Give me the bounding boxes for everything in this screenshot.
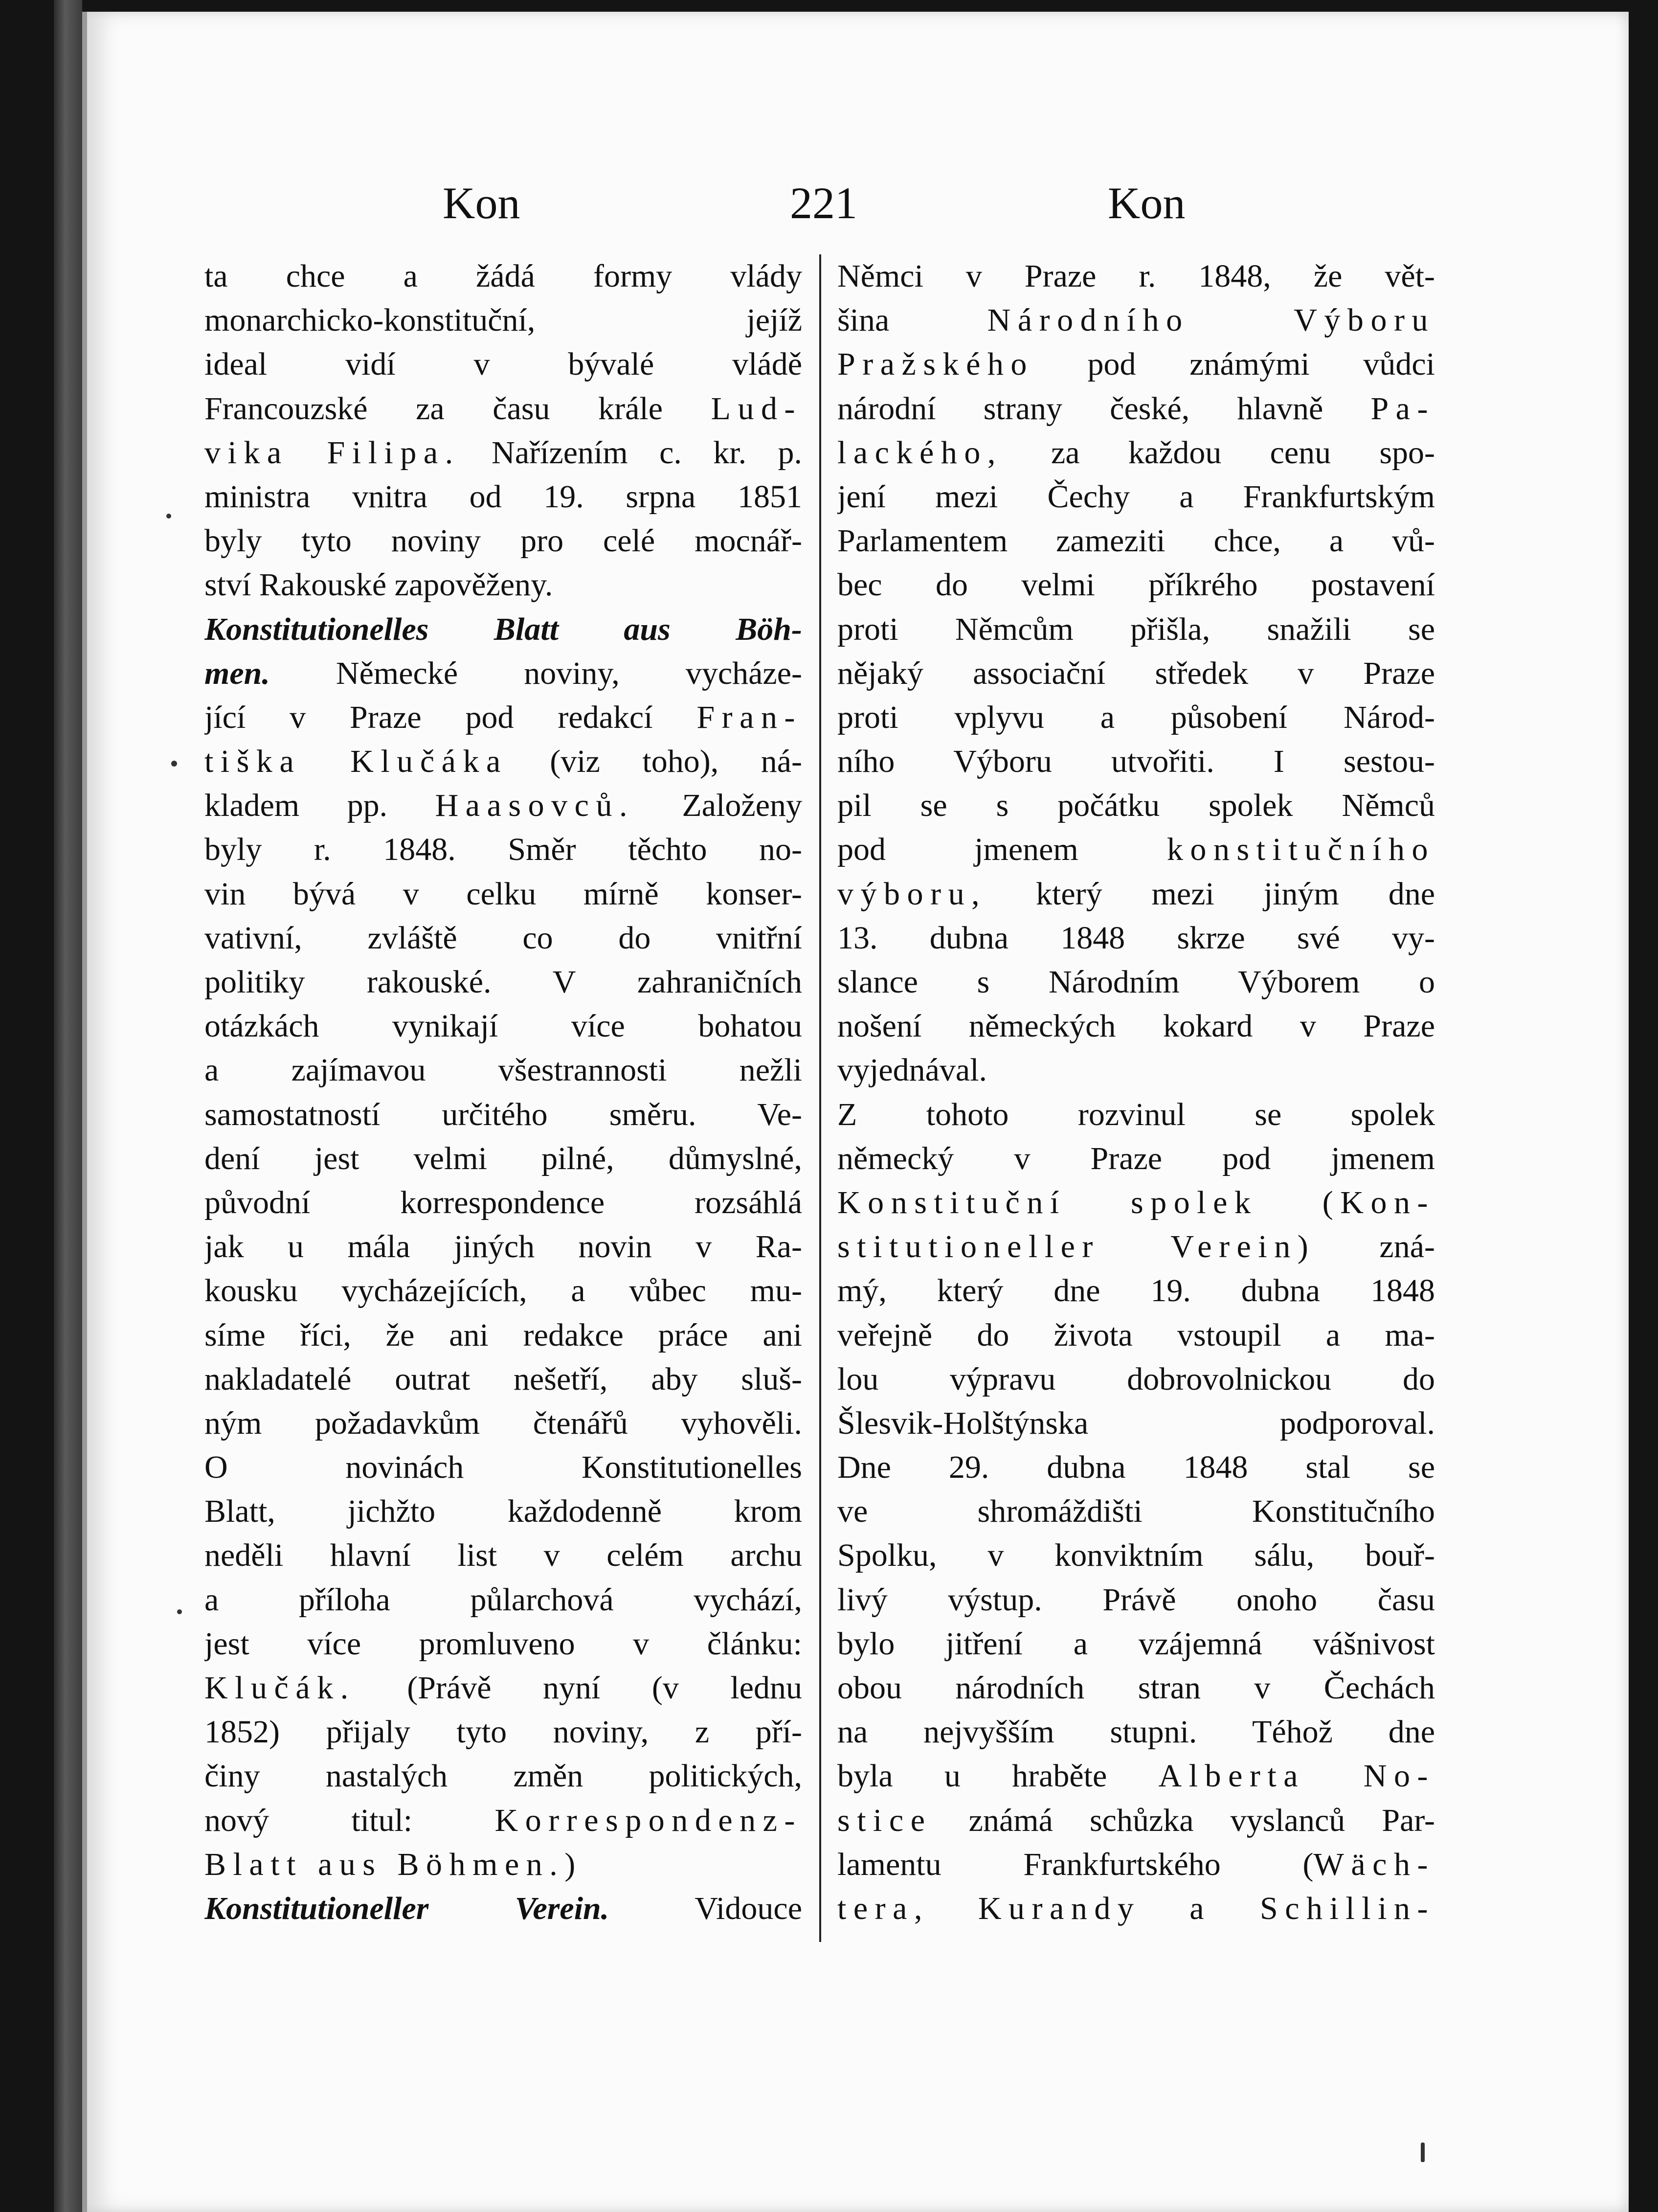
text-segment: Nařízením c. kr. p. bbox=[460, 434, 802, 471]
text-line bbox=[204, 1357, 802, 1401]
text-line bbox=[837, 1754, 1435, 1798]
text-line bbox=[837, 1357, 1435, 1401]
text-line bbox=[204, 387, 802, 431]
text-segment: Pa- bbox=[1370, 390, 1435, 427]
text-segment: bylo jitření a vzájemná vášnivost bbox=[837, 1625, 1435, 1662]
text-segment: kousku vycházejících, a vůbec mu- bbox=[204, 1273, 802, 1309]
text-segment: Wäch- bbox=[1313, 1846, 1435, 1882]
text-line bbox=[204, 1887, 802, 1931]
text-segment: veřejně do života vstoupil a ma- bbox=[837, 1317, 1435, 1353]
text-line bbox=[204, 608, 802, 652]
text-line bbox=[204, 1225, 802, 1269]
text-line bbox=[204, 1578, 802, 1622]
text-segment: lamentu Frankfurtského ( bbox=[837, 1846, 1314, 1882]
text-segment: za každou cenu spo- bbox=[1002, 434, 1435, 471]
text-segment: samostatností určitého směru. Ve- bbox=[204, 1096, 802, 1132]
text-line bbox=[204, 1313, 802, 1357]
text-segment: nějaký associační středek v Praze bbox=[837, 655, 1435, 691]
text-line bbox=[837, 1048, 1435, 1092]
text-segment: monarchicko-konstituční, jejíž bbox=[204, 302, 802, 339]
text-segment: vyjednával. bbox=[837, 1052, 987, 1088]
text-line bbox=[204, 1401, 802, 1445]
text-segment: 1852) přijaly tyto noviny, z pří- bbox=[204, 1714, 802, 1750]
text-line bbox=[204, 1093, 802, 1137]
text-line bbox=[837, 1578, 1435, 1622]
text-line bbox=[837, 916, 1435, 960]
text-segment: neděli hlavní list v celém archu bbox=[204, 1537, 802, 1574]
text-segment: proti vplyvu a působení Národ- bbox=[837, 699, 1435, 735]
text-line bbox=[204, 1666, 802, 1710]
text-line bbox=[837, 1534, 1435, 1578]
text-line bbox=[204, 298, 802, 342]
text-line bbox=[837, 254, 1435, 298]
text-segment: Pražského bbox=[837, 346, 1034, 383]
text-line bbox=[204, 342, 802, 386]
text-line bbox=[204, 1445, 802, 1490]
text-line bbox=[204, 740, 802, 784]
text-segment: proti Němcům přišla, snažili se bbox=[837, 611, 1435, 647]
text-line bbox=[204, 1534, 802, 1578]
text-line bbox=[204, 872, 802, 916]
text-segment: Lud- bbox=[711, 390, 802, 427]
text-segment: lackého, bbox=[837, 434, 1003, 471]
text-line bbox=[204, 431, 802, 475]
text-line bbox=[837, 1093, 1435, 1137]
text-line bbox=[837, 696, 1435, 740]
text-line bbox=[837, 519, 1435, 563]
text-segment: Šlesvik-Holštýnska podporoval. bbox=[837, 1405, 1435, 1441]
text-segment: na nejvyšším stupni. Téhož dne bbox=[837, 1714, 1435, 1750]
text-segment: politiky rakouské. V zahraničních bbox=[204, 964, 802, 1000]
text-segment: Konstitutioneller Verein. bbox=[204, 1890, 609, 1926]
text-segment: pod jmenem bbox=[837, 832, 1167, 868]
text-segment: obou národních stran v Čechách bbox=[837, 1670, 1435, 1706]
text-segment: a příloha půlarchová vychází, bbox=[204, 1581, 802, 1618]
text-segment: původní korrespondence rozsáhlá bbox=[204, 1184, 802, 1220]
text-segment: ve shromáždišti Konstitučního bbox=[837, 1493, 1435, 1530]
text-line bbox=[204, 652, 802, 696]
text-line bbox=[837, 298, 1435, 342]
text-segment: Konstitutionelles Blatt aus Böh- bbox=[204, 611, 802, 647]
text-line bbox=[204, 1048, 802, 1092]
text-line bbox=[204, 828, 802, 872]
text-line bbox=[204, 696, 802, 740]
text-segment: vin bývá v celku mírně konser- bbox=[204, 876, 802, 912]
text-line bbox=[837, 387, 1435, 431]
text-segment: dení jest velmi pilné, důmyslné, bbox=[204, 1140, 802, 1176]
text-line bbox=[837, 1887, 1435, 1931]
text-segment: Blatt, jichžto každodenně krom bbox=[204, 1493, 802, 1530]
text-segment: (Právě nyní (v lednu bbox=[355, 1670, 802, 1706]
text-line bbox=[837, 1004, 1435, 1048]
text-segment: ního Výboru utvořiti. I sestou- bbox=[837, 744, 1435, 780]
text-line bbox=[837, 342, 1435, 386]
text-segment: činy nastalých změn politických, bbox=[204, 1758, 802, 1794]
text-segment: otázkách vynikají více bohatou bbox=[204, 1008, 802, 1044]
running-head-right: Kon bbox=[1108, 178, 1186, 228]
margin-speck bbox=[177, 1609, 182, 1614]
text-segment: ministra vnitra od 19. srpna 1851 bbox=[204, 478, 802, 515]
text-segment: Klučák. bbox=[204, 1670, 356, 1706]
text-segment: Němci v Praze r. 1848, že vět- bbox=[837, 258, 1435, 294]
text-line bbox=[204, 960, 802, 1004]
text-line bbox=[837, 652, 1435, 696]
text-segment: německý v Praze pod jmenem bbox=[837, 1140, 1435, 1176]
text-segment: národní strany české, hlavně bbox=[837, 390, 1371, 427]
text-segment: Německé noviny, vycháze- bbox=[269, 655, 802, 691]
text-line bbox=[204, 1269, 802, 1313]
text-segment: šina bbox=[837, 302, 987, 339]
text-line bbox=[204, 563, 802, 607]
text-line bbox=[837, 1666, 1435, 1710]
text-line bbox=[837, 1799, 1435, 1843]
text-segment: jak u mála jiných novin v Ra- bbox=[204, 1229, 802, 1265]
text-segment: mý, který dne 19. dubna 1848 bbox=[837, 1273, 1435, 1309]
text-segment: Korrespondenz- bbox=[494, 1802, 802, 1838]
text-segment: který mezi jiným dne bbox=[986, 876, 1435, 912]
text-segment: Haasovců. bbox=[435, 788, 635, 824]
text-segment: nošení německých kokard v Praze bbox=[837, 1008, 1435, 1044]
text-segment: Založeny bbox=[634, 788, 802, 824]
text-segment: ideal vidí v bývalé vládě bbox=[204, 346, 802, 383]
column-divider-rule bbox=[819, 254, 821, 1942]
text-line bbox=[837, 960, 1435, 1004]
text-segment: konstitučního bbox=[1166, 832, 1435, 868]
text-segment: Parlamentem zameziti chce, a vů- bbox=[837, 523, 1435, 559]
text-segment: nakladatelé outrat nešetří, aby sluš- bbox=[204, 1361, 802, 1397]
text-segment: ným požadavkům čtenářů vyhověli. bbox=[204, 1405, 802, 1441]
text-segment: Dne 29. dubna 1848 stal se bbox=[837, 1449, 1435, 1486]
text-segment: ství Rakouské zapověženy. bbox=[204, 567, 553, 603]
text-segment: jící v Praze pod redakcí bbox=[204, 699, 697, 735]
text-line bbox=[837, 1225, 1435, 1269]
text-segment: (viz toho), ná- bbox=[507, 744, 802, 780]
text-segment: lou výpravu dobrovolnickou do bbox=[837, 1361, 1435, 1397]
text-segment: 13. dubna 1848 skrze své vy- bbox=[837, 920, 1435, 956]
text-line bbox=[204, 475, 802, 519]
text-line bbox=[837, 1313, 1435, 1357]
text-line bbox=[837, 608, 1435, 652]
text-line bbox=[837, 1710, 1435, 1754]
margin-speck bbox=[171, 761, 177, 767]
text-segment: stitutioneller Verein) bbox=[837, 1229, 1316, 1265]
text-segment: O novinách Konstitutionelles bbox=[204, 1449, 802, 1486]
text-line bbox=[204, 1004, 802, 1048]
text-line bbox=[204, 1622, 802, 1666]
text-line bbox=[837, 1137, 1435, 1181]
text-line bbox=[204, 916, 802, 960]
text-segment: Fran- bbox=[696, 699, 802, 735]
text-line bbox=[837, 784, 1435, 828]
text-segment: výboru, bbox=[837, 876, 987, 912]
text-line bbox=[204, 1490, 802, 1534]
text-segment: livý výstup. Právě onoho času bbox=[837, 1581, 1435, 1618]
text-line bbox=[837, 1843, 1435, 1887]
text-line bbox=[837, 475, 1435, 519]
text-segment: bec do velmi příkrého postavení bbox=[837, 567, 1435, 603]
text-segment: men. bbox=[204, 655, 270, 691]
text-line bbox=[837, 1490, 1435, 1534]
margin-speck bbox=[166, 514, 171, 519]
text-segment: zná- bbox=[1315, 1229, 1435, 1265]
text-line bbox=[837, 431, 1435, 475]
text-segment: tiška Klučáka bbox=[204, 744, 508, 780]
text-line bbox=[837, 1269, 1435, 1313]
text-segment: ta chce a žádá formy vlády bbox=[204, 258, 802, 294]
text-line bbox=[837, 1401, 1435, 1445]
text-line bbox=[204, 519, 802, 563]
text-line bbox=[837, 1622, 1435, 1666]
text-segment: Vidouce bbox=[609, 1890, 802, 1926]
text-segment: kladem pp. bbox=[204, 788, 435, 824]
margin-speck bbox=[1421, 2143, 1425, 2162]
text-segment: tera, Kurandy a Schillin- bbox=[837, 1890, 1435, 1926]
text-segment: Blatt aus Böhmen. bbox=[204, 1846, 565, 1882]
text-segment: známá schůzka vyslanců Par- bbox=[932, 1802, 1435, 1838]
text-segment: a zajímavou všestrannosti nežli bbox=[204, 1052, 802, 1088]
text-line bbox=[837, 1181, 1435, 1225]
text-segment: Konstituční spolek (Kon- bbox=[837, 1184, 1435, 1220]
text-segment: Alberta No- bbox=[1158, 1758, 1435, 1794]
text-segment: jení mezi Čechy a Frankfurtským bbox=[837, 478, 1435, 515]
text-line bbox=[204, 1181, 802, 1225]
text-line bbox=[204, 1754, 802, 1798]
left-text-column bbox=[204, 254, 802, 1931]
text-line bbox=[837, 1445, 1435, 1490]
running-head-left: Kon bbox=[443, 178, 520, 228]
text-line bbox=[837, 563, 1435, 607]
text-segment: nový titul: bbox=[204, 1802, 495, 1838]
text-segment: Spolku, v konviktním sálu, bouř- bbox=[837, 1537, 1435, 1574]
text-line bbox=[204, 784, 802, 828]
text-segment: vika Filipa. bbox=[204, 434, 460, 471]
text-segment: byly r. 1848. Směr těchto no- bbox=[204, 832, 802, 868]
text-segment: síme říci, že ani redakce práce ani bbox=[204, 1317, 802, 1353]
text-segment: stice bbox=[837, 1802, 932, 1838]
text-line bbox=[837, 828, 1435, 872]
text-segment: Národního Výboru bbox=[987, 302, 1435, 339]
text-line bbox=[204, 1137, 802, 1181]
text-segment: Francouzské za času krále bbox=[204, 390, 711, 427]
right-text-column bbox=[837, 254, 1435, 1931]
text-line bbox=[204, 1799, 802, 1843]
text-segment: Z tohoto rozvinul se spolek bbox=[837, 1096, 1435, 1132]
text-line bbox=[204, 1710, 802, 1754]
text-segment: pod známými vůdci bbox=[1033, 346, 1435, 383]
text-segment: vativní, zvláště co do vnitřní bbox=[204, 920, 802, 956]
text-segment: byly tyto noviny pro celé mocnář- bbox=[204, 523, 802, 559]
text-segment: ) bbox=[564, 1846, 576, 1882]
text-segment: jest více promluveno v článku: bbox=[204, 1625, 802, 1662]
text-line bbox=[204, 1843, 802, 1887]
text-line bbox=[837, 740, 1435, 784]
page-number: 221 bbox=[790, 178, 857, 228]
text-segment: slance s Národním Výborem o bbox=[837, 964, 1435, 1000]
text-line bbox=[204, 254, 802, 298]
text-segment: byla u hraběte bbox=[837, 1758, 1159, 1794]
text-segment: pil se s počátku spolek Němců bbox=[837, 788, 1435, 824]
text-line bbox=[837, 872, 1435, 916]
